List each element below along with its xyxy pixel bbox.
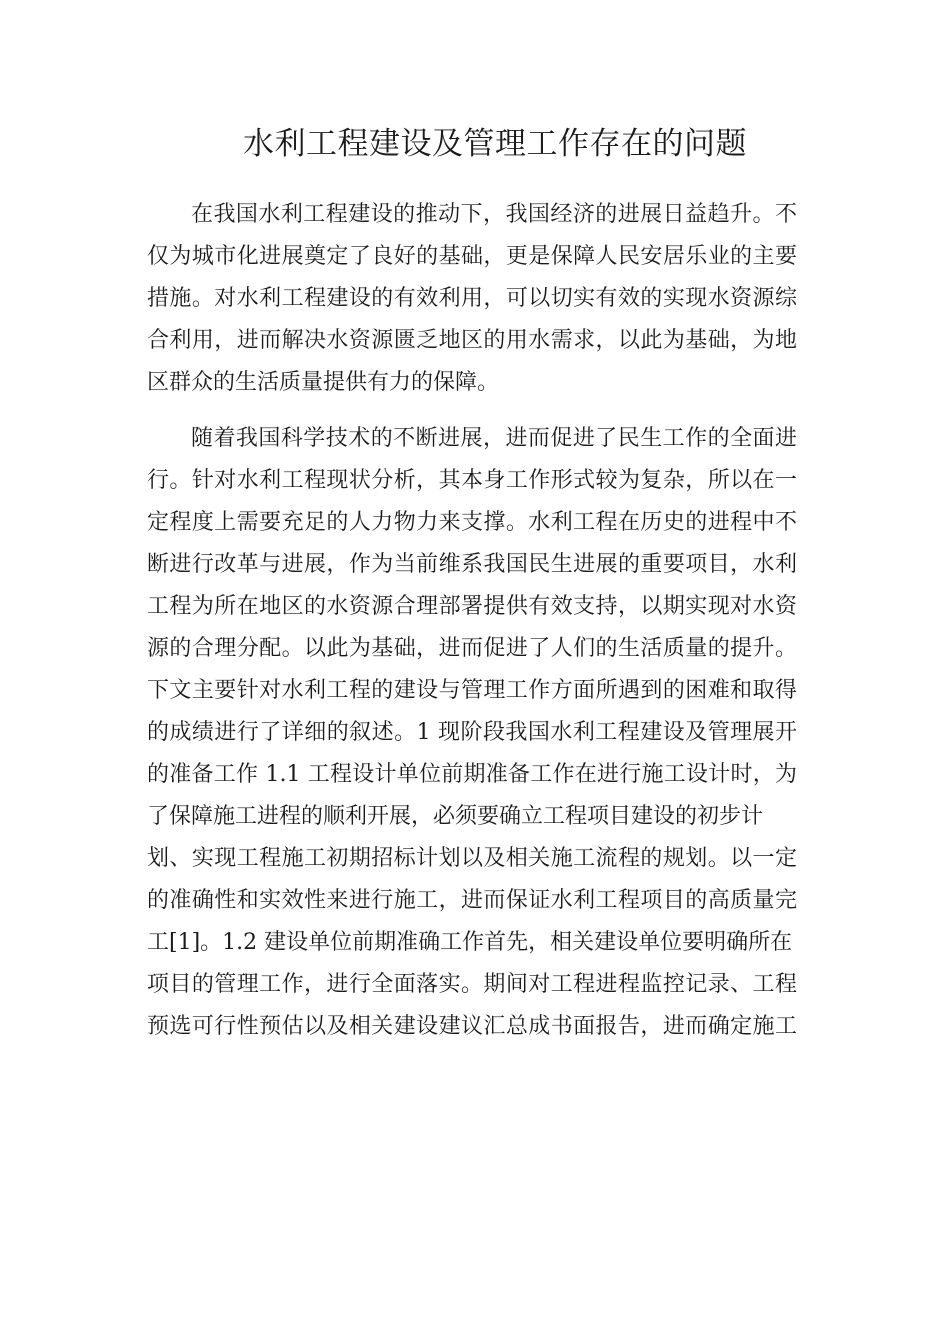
paragraph-2-line: 定程度上需要充足的人力物力来支撑。水利工程在历史的进程中不 <box>147 510 797 535</box>
document-body <box>147 195 797 1049</box>
paragraph-1-line: 在我国水利工程建设的推动下，我国经济的进展日益趋升。不 <box>191 202 797 227</box>
paragraph-1-line: 区群众的生活质量提供有力的保障。 <box>147 370 500 395</box>
paragraph-2-line: 的准备工作 1.1 工程设计单位前期准备工作在进行施工设计时，为 <box>147 762 797 787</box>
document-title: 水利工程建设及管理工作存在的问题 <box>243 126 747 162</box>
paragraph-2-line: 预选可行性预估以及相关建设建议汇总成书面报告，进而确定施工 <box>147 1014 797 1039</box>
paragraph-2-line: 划、实现工程施工初期招标计划以及相关施工流程的规划。以一定 <box>147 846 797 871</box>
paragraph-2-line: 工[1]。1.2 建设单位前期准确工作首先，相关建设单位要明确所在 <box>147 930 793 955</box>
paragraph-2-line: 的成绩进行了详细的叙述。1 现阶段我国水利工程建设及管理展开 <box>147 720 797 745</box>
paragraph-1-line: 合利用，进而解决水资源匮乏地区的用水需求，以此为基础，为地 <box>147 328 797 353</box>
paragraph-1-line: 仅为城市化进展奠定了良好的基础，更是保障人民安居乐业的主要 <box>147 244 797 269</box>
paragraph-1-line: 措施。对水利工程建设的有效利用，可以切实有效的实现水资源综 <box>147 286 797 311</box>
paragraph-2-line: 项目的管理工作，进行全面落实。期间对工程进程监控记录、工程 <box>147 972 797 997</box>
paragraph-2-line: 了保障施工进程的顺利开展，必须要确立工程项目建设的初步计 <box>147 804 764 829</box>
paragraph-2-line: 下文主要针对水利工程的建设与管理工作方面所遇到的困难和取得 <box>147 678 797 703</box>
paragraph-2-line: 工程为所在地区的水资源合理部署提供有效支持，以期实现对水资 <box>147 594 797 619</box>
paragraph-2-line: 断进行改革与进展，作为当前维系我国民生进展的重要项目，水利 <box>147 552 797 577</box>
paragraph-2-line: 随着我国科学技术的不断进展，进而促进了民生工作的全面进 <box>191 426 797 451</box>
paragraph-2-line: 行。针对水利工程现状分析，其本身工作形式较为复杂，所以在一 <box>147 468 797 493</box>
paragraph-2-line: 的准确性和实效性来进行施工，进而保证水利工程项目的高质量完 <box>147 888 797 913</box>
paragraph-2-line: 源的合理分配。以此为基础，进而促进了人们的生活质量的提升。 <box>147 636 797 661</box>
